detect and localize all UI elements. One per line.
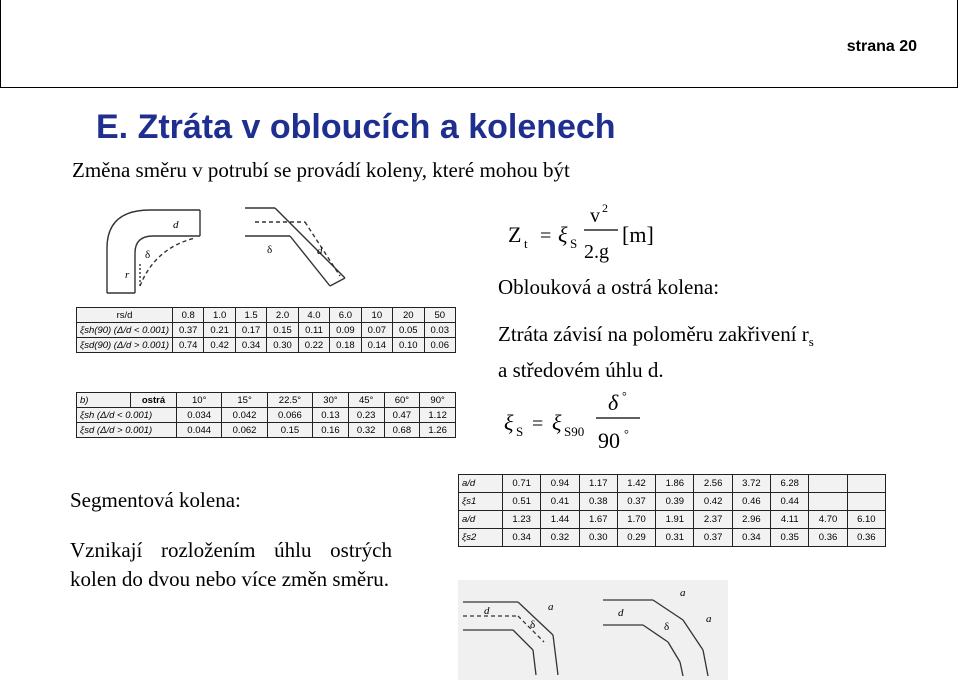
table-cell: 1.26 xyxy=(420,423,456,438)
table-cell: 2.96 xyxy=(732,511,770,529)
table-cell xyxy=(809,475,847,493)
table-cell: 0.05 xyxy=(393,323,424,338)
label-rs: r xyxy=(125,269,130,281)
heading-segment: Segmentová kolena: xyxy=(70,488,241,512)
table-cell: 2.0 xyxy=(267,308,298,323)
table-cell: b) xyxy=(77,393,131,408)
table-cell: 0.37 xyxy=(694,529,732,547)
eq-unit: [m] xyxy=(622,222,654,247)
para-oblouk-tail: a středovém úhlu d. xyxy=(498,358,664,383)
table-cell: 2.37 xyxy=(694,511,732,529)
table-cell: 0.15 xyxy=(267,423,312,438)
table-cell: a/d xyxy=(459,475,503,493)
table-cell: 1.0 xyxy=(204,308,235,323)
eq2-xi: ξ xyxy=(504,410,514,435)
eq2-num-deg: ° xyxy=(622,389,627,403)
table-cell: 0.16 xyxy=(313,423,349,438)
segment-figure xyxy=(458,580,728,680)
table-cell: 0.10 xyxy=(393,338,424,353)
table-cell: 0.21 xyxy=(204,323,235,338)
eq2-den: 90 xyxy=(598,428,620,453)
table-cell: rs/d xyxy=(77,308,173,323)
table-row xyxy=(459,475,886,493)
seg-label-a: a xyxy=(548,601,554,613)
page-title: E. Ztráta v obloucích a kolenech xyxy=(96,108,616,146)
eq-lhs: Z xyxy=(508,222,522,247)
table-cell: ostrá xyxy=(131,393,177,408)
table-cell: 0.46 xyxy=(732,493,770,511)
table-radius xyxy=(76,307,456,353)
elbow-figure xyxy=(95,198,455,298)
table-header-row xyxy=(77,393,456,408)
table-cell: 0.30 xyxy=(579,529,617,547)
table-cell: 0.15 xyxy=(267,323,298,338)
table-cell: 1.5 xyxy=(235,308,266,323)
equation-loss xyxy=(500,200,700,270)
table-cell: 6.28 xyxy=(771,475,809,493)
eq-xi-sub: S xyxy=(570,236,578,251)
table-cell: 0.68 xyxy=(384,423,420,438)
para-oblouk xyxy=(498,320,828,385)
table-row xyxy=(77,408,456,423)
table-cell: 0.36 xyxy=(809,529,847,547)
eq-equals: = xyxy=(540,225,552,247)
eq2-rhs-xi: ξ xyxy=(552,410,562,435)
label-d-2: d xyxy=(317,245,323,257)
table-cell: 20 xyxy=(393,308,424,323)
table-cell: 10° xyxy=(177,393,222,408)
eq2-xi-sub: S xyxy=(516,424,524,439)
eq2-equals: = xyxy=(532,413,544,435)
eq-num: v xyxy=(590,205,600,227)
table-cell: 0.35 xyxy=(771,529,809,547)
table-cell: 30° xyxy=(313,393,349,408)
table-cell: 1.70 xyxy=(617,511,655,529)
table-cell: 6.10 xyxy=(847,511,885,529)
table-cell: 0.29 xyxy=(617,529,655,547)
table-cell: ξsh (Δ/d < 0.001) xyxy=(77,408,177,423)
table-cell: 0.8 xyxy=(173,308,204,323)
seg-label-delta-2: δ xyxy=(664,621,670,633)
table-cell: 60° xyxy=(384,393,420,408)
table-cell: ξsh(90) (Δ/d < 0.001) xyxy=(77,323,173,338)
table-row xyxy=(77,323,456,338)
table-cell: 1.17 xyxy=(579,475,617,493)
table-row xyxy=(77,423,456,438)
table-cell: 0.37 xyxy=(173,323,204,338)
eq2-den-deg: ° xyxy=(624,427,629,441)
table-cell: 0.36 xyxy=(847,529,885,547)
table-cell: 1.44 xyxy=(541,511,579,529)
table-cell: ξs1 xyxy=(459,493,503,511)
table-cell: 3.72 xyxy=(732,475,770,493)
table-cell: 0.31 xyxy=(656,529,694,547)
table-cell: 2.56 xyxy=(694,475,732,493)
table-cell: 45° xyxy=(348,393,384,408)
para-oblouk-text: Ztráta závisí na poloměru zakřivení r xyxy=(498,322,809,346)
label-delta: δ xyxy=(145,249,151,261)
para-oblouk-sub: s xyxy=(808,334,814,350)
seg-label-a-3: a xyxy=(706,613,712,625)
seg-label-d-2: d xyxy=(618,607,624,619)
table-cell: 4.0 xyxy=(298,308,329,323)
table-cell: 6.0 xyxy=(330,308,361,323)
table-cell: 0.74 xyxy=(173,338,204,353)
table-header-row xyxy=(77,308,456,323)
table-cell: 1.86 xyxy=(656,475,694,493)
table-cell: 0.38 xyxy=(579,493,617,511)
table-row xyxy=(459,529,886,547)
seg-label-a-2: a xyxy=(680,587,686,599)
table-cell: 1.67 xyxy=(579,511,617,529)
page-number: strana 20 xyxy=(846,38,917,55)
table-cell: 0.44 xyxy=(771,493,809,511)
table-cell: 0.09 xyxy=(330,323,361,338)
header-bar xyxy=(0,0,958,88)
table-cell xyxy=(847,493,885,511)
table-cell: 0.18 xyxy=(330,338,361,353)
table-cell: 0.044 xyxy=(177,423,222,438)
heading-oblouk: Oblouková a ostrá kolena: xyxy=(498,275,720,299)
equation-angle xyxy=(500,388,660,458)
table-cell: ξsd(90) (Δ/d > 0.001) xyxy=(77,338,173,353)
table-cell: 0.34 xyxy=(235,338,266,353)
table-cell xyxy=(809,493,847,511)
seg-label-delta: δ xyxy=(530,619,536,631)
table-cell: 0.062 xyxy=(222,423,267,438)
table-row xyxy=(459,511,886,529)
table-cell: 10 xyxy=(361,308,392,323)
table-cell: 0.06 xyxy=(424,338,456,353)
table-cell: 0.042 xyxy=(222,408,267,423)
table-cell: 0.32 xyxy=(541,529,579,547)
table-cell: 1.23 xyxy=(503,511,541,529)
table-cell xyxy=(847,475,885,493)
eq2-num: δ xyxy=(608,390,619,415)
table-cell: 4.11 xyxy=(771,511,809,529)
table-cell: ξs2 xyxy=(459,529,503,547)
table-cell: 0.07 xyxy=(361,323,392,338)
table-cell: 0.03 xyxy=(424,323,456,338)
table-cell: 0.13 xyxy=(313,408,349,423)
table-row xyxy=(459,493,886,511)
eq2-rhs-sub: S90 xyxy=(564,424,585,439)
table-cell: 0.30 xyxy=(267,338,298,353)
table-cell: 0.41 xyxy=(541,493,579,511)
table-cell: 0.34 xyxy=(503,529,541,547)
table-cell: 1.12 xyxy=(420,408,456,423)
seg-label-d: d xyxy=(484,605,490,617)
table-cell: ξsd (Δ/d > 0.001) xyxy=(77,423,177,438)
intro-text: Změna směru v potrubí se provádí koleny, které mohou být xyxy=(72,158,570,182)
table-cell: 22.5° xyxy=(267,393,312,408)
table-cell: 0.47 xyxy=(384,408,420,423)
table-cell: 1.42 xyxy=(617,475,655,493)
table-cell: 0.22 xyxy=(298,338,329,353)
table-cell: 0.23 xyxy=(348,408,384,423)
table-cell: 0.51 xyxy=(503,493,541,511)
label-delta-2: δ xyxy=(267,244,273,256)
table-cell: 0.034 xyxy=(177,408,222,423)
table-cell: 0.71 xyxy=(503,475,541,493)
table-cell: 0.34 xyxy=(732,529,770,547)
table-segment xyxy=(458,474,886,547)
eq-num-sup: 2 xyxy=(602,201,608,215)
table-cell: 4.70 xyxy=(809,511,847,529)
table-cell: 0.14 xyxy=(361,338,392,353)
table-cell: 0.42 xyxy=(204,338,235,353)
table-sharp xyxy=(76,392,456,438)
table-cell: a/d xyxy=(459,511,503,529)
table-cell: 0.17 xyxy=(235,323,266,338)
table-cell: 90° xyxy=(420,393,456,408)
table-cell: 0.066 xyxy=(267,408,312,423)
para-segment: Vznikají rozložením úhlu ostrých kolen do dvou nebo více změn směru. xyxy=(70,538,392,591)
table-cell: 1.91 xyxy=(656,511,694,529)
label-d: d xyxy=(173,219,179,231)
table-cell: 0.11 xyxy=(298,323,329,338)
table-cell: 0.32 xyxy=(348,423,384,438)
table-cell: 0.39 xyxy=(656,493,694,511)
table-row xyxy=(77,338,456,353)
table-cell: 15° xyxy=(222,393,267,408)
table-cell: 0.94 xyxy=(541,475,579,493)
table-cell: 0.37 xyxy=(617,493,655,511)
table-cell: 50 xyxy=(424,308,456,323)
eq-xi: ξ xyxy=(558,222,568,247)
eq-den: 2.g xyxy=(584,241,609,263)
eq-lhs-sub: t xyxy=(524,236,528,251)
table-cell: 0.42 xyxy=(694,493,732,511)
